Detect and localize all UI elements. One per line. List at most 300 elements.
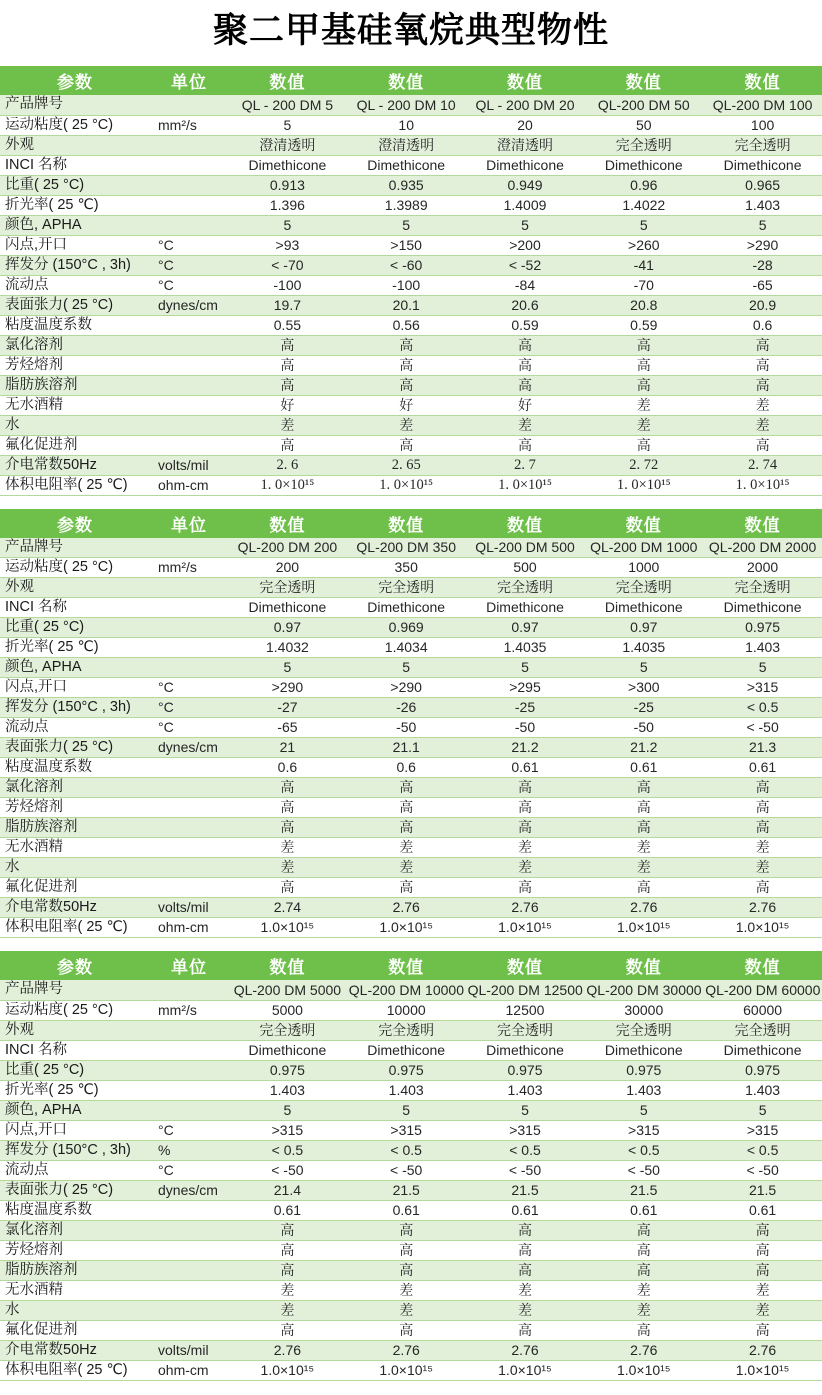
param-label: 无水酒精 (0, 395, 150, 415)
value-cell: 差 (703, 838, 822, 858)
value-cell: < -50 (228, 1160, 347, 1180)
col-header-param: 参数 (0, 66, 150, 95)
value-cell: 高 (703, 878, 822, 898)
value-cell: 高 (347, 798, 466, 818)
unit-cell (150, 195, 228, 215)
value-cell: 1. 0×10¹⁵ (466, 475, 585, 495)
value-cell: 0.969 (347, 618, 466, 638)
value-cell: 高 (228, 1220, 347, 1240)
col-header-value: 数值 (228, 951, 347, 980)
value-cell: < 0.5 (347, 1140, 466, 1160)
param-label: 介电常数50Hz (0, 455, 150, 475)
unit-cell: ohm-cm (150, 918, 228, 938)
param-label: 流动点 (0, 718, 150, 738)
table-row (0, 195, 822, 215)
value-cell: -26 (347, 698, 466, 718)
value-cell: 高 (228, 375, 347, 395)
value-cell: 0.97 (228, 618, 347, 638)
value-cell: 5 (584, 215, 703, 235)
value-cell: 高 (228, 878, 347, 898)
value-cell: Dimethicone (466, 155, 585, 175)
value-cell: 差 (584, 858, 703, 878)
table-3-body (0, 980, 822, 1380)
col-header-value: 数值 (584, 66, 703, 95)
value-cell: 澄清透明 (466, 135, 585, 155)
value-cell: 高 (584, 355, 703, 375)
value-cell: 差 (584, 1300, 703, 1320)
value-cell: 1.3989 (347, 195, 466, 215)
table-1-body (0, 95, 822, 495)
table-row (0, 1340, 822, 1360)
value-cell: 完全透明 (466, 1020, 585, 1040)
value-cell: 高 (703, 1220, 822, 1240)
value-cell: 2. 74 (703, 455, 822, 475)
table-2-header (0, 509, 822, 538)
value-cell: 2. 6 (228, 455, 347, 475)
param-label: 水 (0, 415, 150, 435)
value-cell: 差 (466, 838, 585, 858)
value-cell: 1.403 (466, 1080, 585, 1100)
value-cell: 0.61 (466, 1200, 585, 1220)
value-cell: 高 (466, 375, 585, 395)
param-label: 体积电阻率( 25 ℃) (0, 918, 150, 938)
value-cell: 2.76 (584, 1340, 703, 1360)
unit-cell (150, 1220, 228, 1240)
value-cell: >315 (703, 1120, 822, 1140)
value-cell: Dimethicone (584, 598, 703, 618)
value-cell: >290 (228, 678, 347, 698)
value-cell: 200 (228, 558, 347, 578)
value-cell: 完全透明 (584, 135, 703, 155)
value-cell: 高 (584, 1240, 703, 1260)
param-label: 产品牌号 (0, 95, 150, 115)
value-cell: 5 (703, 1100, 822, 1120)
table-row (0, 618, 822, 638)
value-cell: 5 (466, 215, 585, 235)
table-row (0, 1000, 822, 1020)
value-cell: 0.975 (703, 618, 822, 638)
col-header-unit: 单位 (150, 509, 228, 538)
value-cell: 高 (347, 1320, 466, 1340)
value-cell: -25 (466, 698, 585, 718)
value-cell: 高 (347, 435, 466, 455)
value-cell: 差 (347, 415, 466, 435)
value-cell: Dimethicone (584, 155, 703, 175)
properties-table-1 (0, 66, 822, 496)
unit-cell (150, 355, 228, 375)
value-cell: >150 (347, 235, 466, 255)
table-row (0, 1060, 822, 1080)
unit-cell: mm²/s (150, 558, 228, 578)
value-cell: >315 (466, 1120, 585, 1140)
value-cell: 高 (584, 435, 703, 455)
unit-cell (150, 135, 228, 155)
value-cell: 高 (347, 355, 466, 375)
value-cell: 差 (703, 415, 822, 435)
param-label: 氟化促进剂 (0, 878, 150, 898)
unit-cell: volts/mil (150, 455, 228, 475)
value-cell: -65 (228, 718, 347, 738)
value-cell: 高 (347, 878, 466, 898)
value-cell: 完全透明 (228, 1020, 347, 1040)
value-cell: 0.965 (703, 175, 822, 195)
col-header-value: 数值 (584, 509, 703, 538)
value-cell: 0.6 (703, 315, 822, 335)
table-row (0, 1040, 822, 1060)
value-cell: 1.0×10¹⁵ (703, 1360, 822, 1380)
table-row (0, 135, 822, 155)
value-cell: 21.5 (466, 1180, 585, 1200)
table-row (0, 1020, 822, 1040)
value-cell: 1.0×10¹⁵ (466, 1360, 585, 1380)
param-label: 体积电阻率( 25 ℃) (0, 1360, 150, 1380)
value-cell: QL - 200 DM 5 (228, 95, 347, 115)
param-label: 芳烃熔剂 (0, 798, 150, 818)
value-cell: 高 (466, 1220, 585, 1240)
value-cell: 100 (703, 115, 822, 135)
col-header-value: 数值 (347, 66, 466, 95)
value-cell: 完全透明 (703, 578, 822, 598)
value-cell: 差 (584, 415, 703, 435)
unit-cell (150, 858, 228, 878)
value-cell: 5 (466, 1100, 585, 1120)
value-cell: 高 (584, 818, 703, 838)
value-cell: 20.8 (584, 295, 703, 315)
value-cell: -65 (703, 275, 822, 295)
value-cell: 完全透明 (703, 1020, 822, 1040)
value-cell: 高 (228, 335, 347, 355)
value-cell: 高 (703, 435, 822, 455)
table-2-body (0, 538, 822, 938)
unit-cell: volts/mil (150, 1340, 228, 1360)
table-row (0, 918, 822, 938)
value-cell: 高 (466, 778, 585, 798)
param-label: 产品牌号 (0, 538, 150, 558)
param-label: 比重( 25 °C) (0, 1060, 150, 1080)
param-label: 介电常数50Hz (0, 898, 150, 918)
value-cell: 高 (466, 1240, 585, 1260)
value-cell: Dimethicone (228, 155, 347, 175)
param-label: 脂肪族溶剂 (0, 375, 150, 395)
value-cell: 高 (466, 335, 585, 355)
value-cell: 高 (466, 878, 585, 898)
col-header-value: 数值 (347, 951, 466, 980)
value-cell: 5 (228, 1100, 347, 1120)
value-cell: < -50 (584, 1160, 703, 1180)
value-cell: 1.403 (703, 1080, 822, 1100)
value-cell: 2.76 (466, 898, 585, 918)
param-label: 介电常数50Hz (0, 1340, 150, 1360)
value-cell: 50 (584, 115, 703, 135)
table-row (0, 578, 822, 598)
value-cell: 0.61 (703, 758, 822, 778)
value-cell: 差 (466, 415, 585, 435)
value-cell: < 0.5 (466, 1140, 585, 1160)
param-label: 体积电阻率( 25 ℃) (0, 475, 150, 495)
value-cell: 2.76 (228, 1340, 347, 1360)
value-cell: 10000 (347, 1000, 466, 1020)
unit-cell: °C (150, 698, 228, 718)
value-cell: QL-200 DM 100 (703, 95, 822, 115)
param-label: 表面张力( 25 °C) (0, 738, 150, 758)
table-row (0, 1180, 822, 1200)
col-header-value: 数值 (228, 509, 347, 538)
value-cell: 1.403 (703, 638, 822, 658)
value-cell: -70 (584, 275, 703, 295)
param-label: 氯化溶剂 (0, 778, 150, 798)
col-header-value: 数值 (228, 66, 347, 95)
value-cell: 21 (228, 738, 347, 758)
value-cell: 差 (703, 1280, 822, 1300)
param-label: 运动粘度( 25 °C) (0, 115, 150, 135)
value-cell: >200 (466, 235, 585, 255)
value-cell: < 0.5 (703, 698, 822, 718)
value-cell: 500 (466, 558, 585, 578)
table-1-header (0, 66, 822, 95)
value-cell: 高 (228, 1320, 347, 1340)
properties-table-2 (0, 509, 822, 939)
col-header-value: 数值 (347, 509, 466, 538)
value-cell: < -60 (347, 255, 466, 275)
table-row (0, 375, 822, 395)
value-cell: 差 (228, 415, 347, 435)
param-label: 流动点 (0, 1160, 150, 1180)
param-label: 脂肪族溶剂 (0, 818, 150, 838)
value-cell: Dimethicone (703, 155, 822, 175)
value-cell: 1. 0×10¹⁵ (347, 475, 466, 495)
unit-cell (150, 1020, 228, 1040)
unit-cell (150, 758, 228, 778)
value-cell: 0.56 (347, 315, 466, 335)
value-cell: 高 (466, 355, 585, 375)
value-cell: < -50 (466, 1160, 585, 1180)
value-cell: 5 (584, 1100, 703, 1120)
table-row (0, 1120, 822, 1140)
param-label: 外观 (0, 578, 150, 598)
value-cell: 2.76 (703, 1340, 822, 1360)
table-row (0, 718, 822, 738)
value-cell: 差 (466, 858, 585, 878)
table-row (0, 1360, 822, 1380)
unit-cell (150, 95, 228, 115)
value-cell: Dimethicone (228, 1040, 347, 1060)
header-row (0, 951, 822, 980)
param-label: 外观 (0, 1020, 150, 1040)
unit-cell (150, 1320, 228, 1340)
value-cell: 0.61 (584, 1200, 703, 1220)
value-cell: 高 (703, 335, 822, 355)
value-cell: 高 (584, 375, 703, 395)
value-cell: 1.0×10¹⁵ (703, 918, 822, 938)
param-label: 表面张力( 25 °C) (0, 1180, 150, 1200)
value-cell: 1.4009 (466, 195, 585, 215)
table-row (0, 255, 822, 275)
value-cell: QL-200 DM 12500 (466, 980, 585, 1000)
value-cell: QL - 200 DM 10 (347, 95, 466, 115)
value-cell: -100 (228, 275, 347, 295)
table-row (0, 778, 822, 798)
value-cell: 高 (228, 798, 347, 818)
value-cell: >315 (347, 1120, 466, 1140)
table-row (0, 235, 822, 255)
unit-cell (150, 395, 228, 415)
value-cell: 2.76 (466, 1340, 585, 1360)
value-cell: 高 (466, 818, 585, 838)
value-cell: 21.5 (347, 1180, 466, 1200)
value-cell: QL-200 DM 500 (466, 538, 585, 558)
value-cell: 高 (347, 375, 466, 395)
value-cell: 5 (703, 215, 822, 235)
value-cell: 1.0×10¹⁵ (584, 918, 703, 938)
value-cell: >260 (584, 235, 703, 255)
value-cell: 高 (703, 1320, 822, 1340)
value-cell: 2. 65 (347, 455, 466, 475)
table-row (0, 95, 822, 115)
value-cell: 1.0×10¹⁵ (466, 918, 585, 938)
param-label: 折光率( 25 ℃) (0, 195, 150, 215)
value-cell: QL-200 DM 1000 (584, 538, 703, 558)
value-cell: 2000 (703, 558, 822, 578)
value-cell: 差 (228, 1280, 347, 1300)
value-cell: 澄清透明 (347, 135, 466, 155)
unit-cell (150, 638, 228, 658)
table-row (0, 898, 822, 918)
value-cell: 19.7 (228, 295, 347, 315)
col-header-param: 参数 (0, 509, 150, 538)
table-row (0, 155, 822, 175)
unit-cell (150, 175, 228, 195)
value-cell: 差 (347, 1280, 466, 1300)
table-3-header (0, 951, 822, 980)
table-row (0, 598, 822, 618)
param-label: 无水酒精 (0, 838, 150, 858)
header-row (0, 509, 822, 538)
value-cell: 21.3 (703, 738, 822, 758)
value-cell: 高 (584, 335, 703, 355)
unit-cell (150, 778, 228, 798)
value-cell: 差 (466, 1280, 585, 1300)
value-cell: 2.76 (584, 898, 703, 918)
value-cell: 0.61 (703, 1200, 822, 1220)
table-row (0, 315, 822, 335)
unit-cell (150, 618, 228, 638)
unit-cell (150, 838, 228, 858)
param-label: 氟化促进剂 (0, 1320, 150, 1340)
unit-cell: °C (150, 1120, 228, 1140)
table-row (0, 698, 822, 718)
unit-cell: °C (150, 255, 228, 275)
unit-cell (150, 315, 228, 335)
value-cell: 差 (466, 1300, 585, 1320)
value-cell: 高 (228, 1260, 347, 1280)
value-cell: 0.935 (347, 175, 466, 195)
value-cell: < 0.5 (584, 1140, 703, 1160)
value-cell: 30000 (584, 1000, 703, 1020)
value-cell: -27 (228, 698, 347, 718)
value-cell: Dimethicone (584, 1040, 703, 1060)
value-cell: < -50 (703, 1160, 822, 1180)
value-cell: 1. 0×10¹⁵ (228, 475, 347, 495)
value-cell: 1.0×10¹⁵ (228, 1360, 347, 1380)
value-cell: 0.949 (466, 175, 585, 195)
value-cell: 5 (347, 215, 466, 235)
unit-cell (150, 1240, 228, 1260)
unit-cell (150, 415, 228, 435)
value-cell: 高 (347, 778, 466, 798)
table-row (0, 395, 822, 415)
value-cell: -100 (347, 275, 466, 295)
param-label: 颜色, APHA (0, 658, 150, 678)
value-cell: 1.403 (228, 1080, 347, 1100)
table-row (0, 355, 822, 375)
value-cell: < -70 (228, 255, 347, 275)
table-row (0, 1100, 822, 1120)
value-cell: 21.2 (466, 738, 585, 758)
value-cell: 0.97 (584, 618, 703, 638)
value-cell: 高 (347, 1220, 466, 1240)
value-cell: < 0.5 (703, 1140, 822, 1160)
value-cell: 1.0×10¹⁵ (584, 1360, 703, 1380)
unit-cell: ohm-cm (150, 475, 228, 495)
value-cell: < -50 (703, 718, 822, 738)
unit-cell: % (150, 1140, 228, 1160)
unit-cell: °C (150, 678, 228, 698)
value-cell: 1.0×10¹⁵ (347, 918, 466, 938)
value-cell: 差 (347, 858, 466, 878)
value-cell: -84 (466, 275, 585, 295)
value-cell: QL - 200 DM 20 (466, 95, 585, 115)
value-cell: 0.96 (584, 175, 703, 195)
value-cell: QL-200 DM 200 (228, 538, 347, 558)
table-row (0, 175, 822, 195)
value-cell: 0.55 (228, 315, 347, 335)
unit-cell: mm²/s (150, 1000, 228, 1020)
unit-cell (150, 1080, 228, 1100)
table-row (0, 1160, 822, 1180)
param-label: 颜色, APHA (0, 215, 150, 235)
unit-cell (150, 598, 228, 618)
table-row (0, 678, 822, 698)
value-cell: Dimethicone (703, 598, 822, 618)
param-label: 水 (0, 1300, 150, 1320)
unit-cell (150, 1040, 228, 1060)
value-cell: 1.0×10¹⁵ (347, 1360, 466, 1380)
value-cell: 高 (228, 818, 347, 838)
value-cell: QL-200 DM 60000 (703, 980, 822, 1000)
value-cell: 完全透明 (466, 578, 585, 598)
param-label: 粘度温度系数 (0, 758, 150, 778)
value-cell: 高 (584, 798, 703, 818)
value-cell: 高 (347, 1240, 466, 1260)
value-cell: 高 (703, 1260, 822, 1280)
unit-cell (150, 798, 228, 818)
value-cell: QL-200 DM 5000 (228, 980, 347, 1000)
unit-cell: °C (150, 275, 228, 295)
value-cell: Dimethicone (466, 598, 585, 618)
value-cell: QL-200 DM 2000 (703, 538, 822, 558)
value-cell: 差 (584, 395, 703, 415)
value-cell: < -52 (466, 255, 585, 275)
value-cell: 高 (703, 375, 822, 395)
param-label: 外观 (0, 135, 150, 155)
table-row (0, 1080, 822, 1100)
value-cell: QL-200 DM 30000 (584, 980, 703, 1000)
value-cell: 高 (466, 1260, 585, 1280)
value-cell: 1.4035 (466, 638, 585, 658)
table-row (0, 758, 822, 778)
value-cell: 1.0×10¹⁵ (228, 918, 347, 938)
param-label: 挥发分 (150°C , 3h) (0, 255, 150, 275)
